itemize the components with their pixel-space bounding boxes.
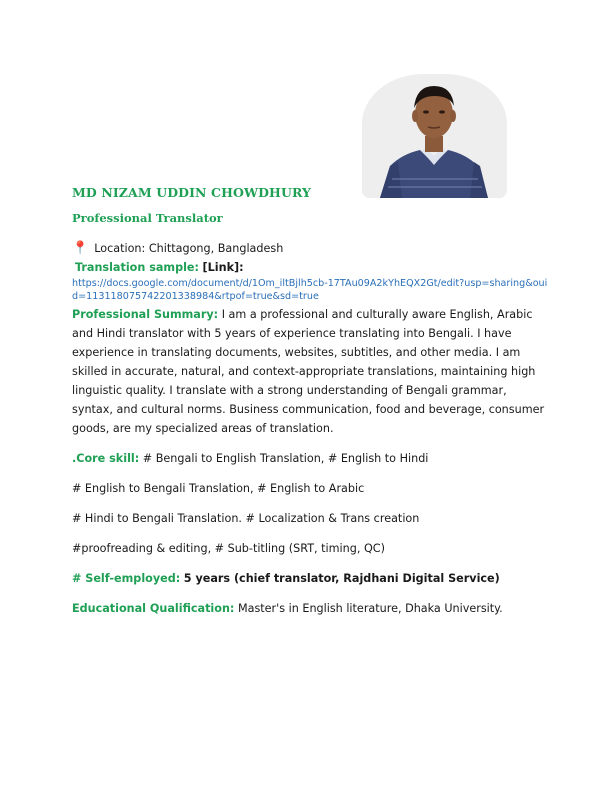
portrait-illustration [362, 74, 507, 198]
location-line [72, 239, 548, 258]
education-label: Educational Qualification: [72, 602, 235, 615]
job-title: Professional Translator [72, 211, 223, 225]
core-skill-label: .Core skill: [72, 452, 140, 465]
translation-sample-link[interactable]: https://docs.google.com/document/d/1Om_iltBjlh5cb-17TAu09A2kYhEQX2Gt/edit?usp=sharing&ouid=113118075742201338984&rtpof=true&sd=true [72, 278, 548, 302]
self-employed-text: 5 years (chief translator, Rajdhani Digital Service) [183, 572, 500, 585]
education-text: Master's in English literature, Dhaka University. [237, 602, 503, 615]
profile-photo [362, 74, 507, 198]
professional-summary [72, 305, 548, 438]
resume-body [72, 239, 548, 618]
summary-label: Professional Summary: [72, 308, 219, 321]
core-skill-line-1 [72, 449, 548, 468]
self-employed-line [72, 569, 548, 588]
summary-text: I am a professional and culturally aware English, Arabic and Hindi translator with 5 years of experience translating into Bengali. I have experience in translating documents, websites, subtitles, and other media. I am skilled in accurate, natural, and context-appropriate translations, maintaining high linguistic quality. I translate with a strong understanding of Bengali grammar, syntax, and cultural norms. Business communication, food and beverage, consumer goods, are my specialized areas of translation. [72, 308, 545, 435]
core-skill-line-3: # Hindi to Bengali Translation. # Localization & Trans creation [72, 512, 420, 525]
education-line [72, 599, 548, 618]
translation-sample-line [72, 258, 548, 277]
candidate-name: MD NIZAM UDDIN CHOWDHURY [72, 185, 312, 200]
location-text: Location: Chittagong, Bangladesh [94, 242, 284, 255]
core-skill-line-4: #proofreading & editing, # Sub-titling (SRT, timing, QC) [72, 542, 385, 555]
translation-sample-link-label: [Link]: [202, 261, 244, 274]
self-employed-label: # Self-employed: [72, 572, 181, 585]
core-skill-text-1: # Bengali to English Translation, # English to Hindi [142, 452, 429, 465]
map-pin-icon: 📍 [72, 241, 89, 256]
core-skill-line-2: # English to Bengali Translation, # English to Arabic [72, 482, 365, 495]
translation-sample-label: Translation sample: [75, 261, 199, 274]
